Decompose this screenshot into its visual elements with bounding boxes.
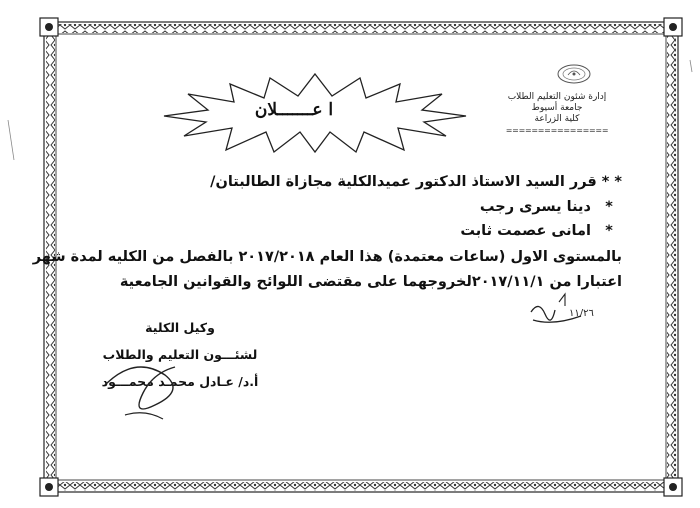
signer-role: لشئـــون التعليم والطلاب xyxy=(102,347,258,362)
bullet-icon: * xyxy=(605,223,613,239)
signature-scrawl xyxy=(95,345,195,425)
student-name-1: دينا يسرى رجب xyxy=(479,199,591,215)
decision-line-5: اعتبارا من ٢٠١٧/١١/١لخروجهما على مقتضى اللوائح والقوانين الجامعية xyxy=(119,274,622,290)
bullet-icon: * xyxy=(605,199,613,215)
student-item-1 xyxy=(60,195,630,220)
faculty-name: كلية الزراعة xyxy=(534,114,580,124)
signer-title: وكيل الكلية xyxy=(145,320,215,335)
decision-line-1: * * قرر السيد الاستاذ الدكتور عميدالكلية مجازاة الطالبتان/ xyxy=(210,174,622,190)
header-separator: ================ xyxy=(505,126,609,135)
faculty-seal-icon xyxy=(556,63,592,85)
university-name: جامعة أسيوط xyxy=(531,103,583,113)
handwritten-initials-mark xyxy=(525,290,605,340)
announcement-title: ا عـــــــلان xyxy=(254,100,334,120)
header-block xyxy=(492,92,622,136)
handwritten-date: ١١/٢٦ xyxy=(569,308,594,319)
decision-body xyxy=(32,170,630,295)
student-name-2: امانى عصمت ثابت xyxy=(460,223,591,239)
department-name: إدارة شئون التعليم الطلاب xyxy=(507,92,607,102)
signer-name: أ.د/ عـادل محمـد محمـــود xyxy=(101,374,259,389)
student-item-2 xyxy=(60,220,630,243)
decision-line-4: بالمستوى الاول (ساعات معتمدة) هذا العام ٢٠١٧/٢٠١٨ بالفصل من الكليه لمدة شهر xyxy=(32,249,622,265)
